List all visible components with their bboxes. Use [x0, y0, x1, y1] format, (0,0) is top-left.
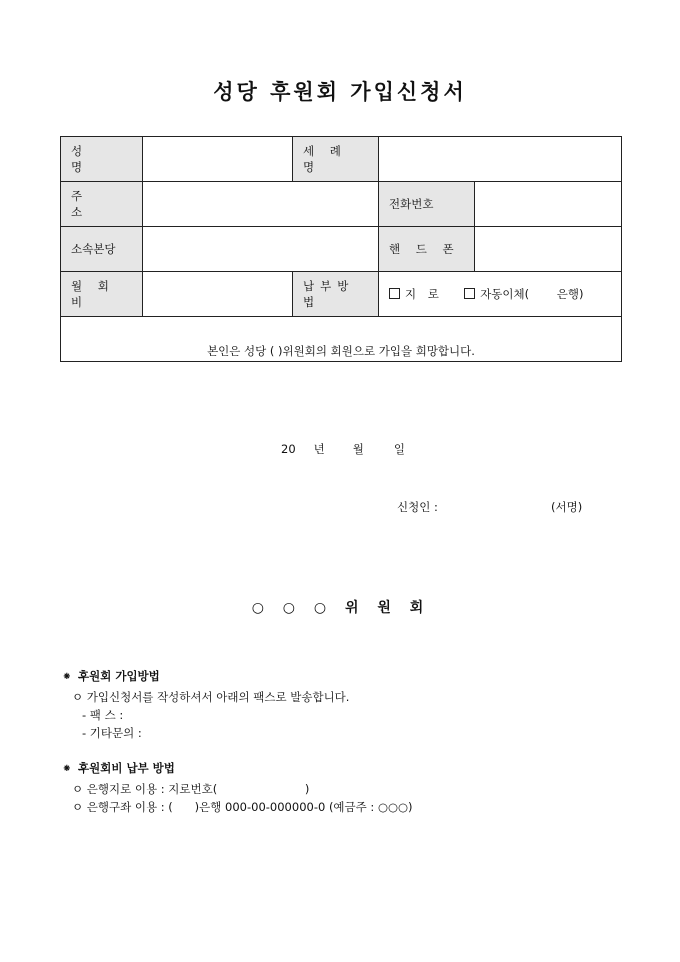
address-label: 주 소 — [61, 182, 143, 227]
payment-method-options — [379, 272, 622, 317]
signature-label: (서명) — [551, 500, 583, 514]
monthly-fee-field[interactable] — [143, 272, 293, 317]
baptism-name-field[interactable] — [379, 137, 622, 182]
form-row-declaration — [61, 317, 622, 362]
form-row-fee — [61, 272, 622, 317]
address-field[interactable] — [143, 182, 379, 227]
fee-method-heading — [62, 760, 413, 776]
date-year-unit: 년 — [313, 442, 325, 456]
join-method-heading — [62, 668, 413, 684]
form-row-address — [61, 182, 622, 227]
committee-name: ○ ○ ○ 위 원 회 — [251, 600, 431, 616]
payment-method-label: 납부방법 — [293, 272, 379, 317]
join-method-title: 후원회 가입방법 — [78, 669, 160, 683]
application-form-table — [60, 136, 622, 616]
parish-label: 소속본당 — [61, 227, 143, 272]
inquiry-line: - 기타문의 : — [82, 726, 142, 740]
form-row-parish — [61, 227, 622, 272]
application-date — [281, 441, 405, 457]
declaration-area — [61, 317, 622, 616]
asterism-icon: ⁕ — [62, 761, 72, 775]
phone-label: 전화번호 — [379, 182, 475, 227]
phone-field[interactable] — [475, 182, 622, 227]
mobile-label: 핸 드 폰 — [379, 227, 475, 272]
join-method-item: ㅇ 가입신청서를 작성하셔서 아래의 팩스로 발송합니다. — [72, 690, 350, 704]
parish-field[interactable] — [143, 227, 379, 272]
baptism-name-label: 세 례 명 — [293, 137, 379, 182]
bank-transfer-line: ㅇ 은행구좌 이용 : ( )은행 000-00-000000-0 (예금주 : ○○○) — [72, 800, 413, 814]
auto-transfer-bank-label: 은행) — [556, 287, 584, 301]
fax-line: - 팩 스 : — [82, 708, 124, 722]
asterism-icon: ⁕ — [62, 669, 72, 683]
page-title: 성당 후원회 가입신청서 — [213, 79, 467, 104]
monthly-fee-label: 월 회 비 — [61, 272, 143, 317]
name-label: 성 명 — [61, 137, 143, 182]
name-field[interactable] — [143, 137, 293, 182]
giro-checkbox[interactable] — [389, 288, 400, 299]
giro-option-label: 지 로 — [405, 287, 443, 301]
instructions-section — [62, 668, 413, 816]
date-day-unit: 일 — [393, 442, 405, 456]
auto-transfer-option-label: 자동이체( — [480, 287, 530, 301]
giro-payment-line: ㅇ 은행지로 이용 : 지로번호( ) — [72, 782, 310, 796]
form-row-name — [61, 137, 622, 182]
date-year-prefix: 20 — [281, 442, 296, 456]
date-month-unit: 월 — [352, 442, 364, 456]
mobile-field[interactable] — [475, 227, 622, 272]
applicant-label: 신청인 : — [397, 500, 438, 514]
fee-method-title: 후원회비 납부 방법 — [78, 761, 175, 775]
membership-statement: 본인은 성당 ( )위원회의 회원으로 가입을 희망합니다. — [207, 344, 475, 358]
auto-transfer-checkbox[interactable] — [464, 288, 475, 299]
